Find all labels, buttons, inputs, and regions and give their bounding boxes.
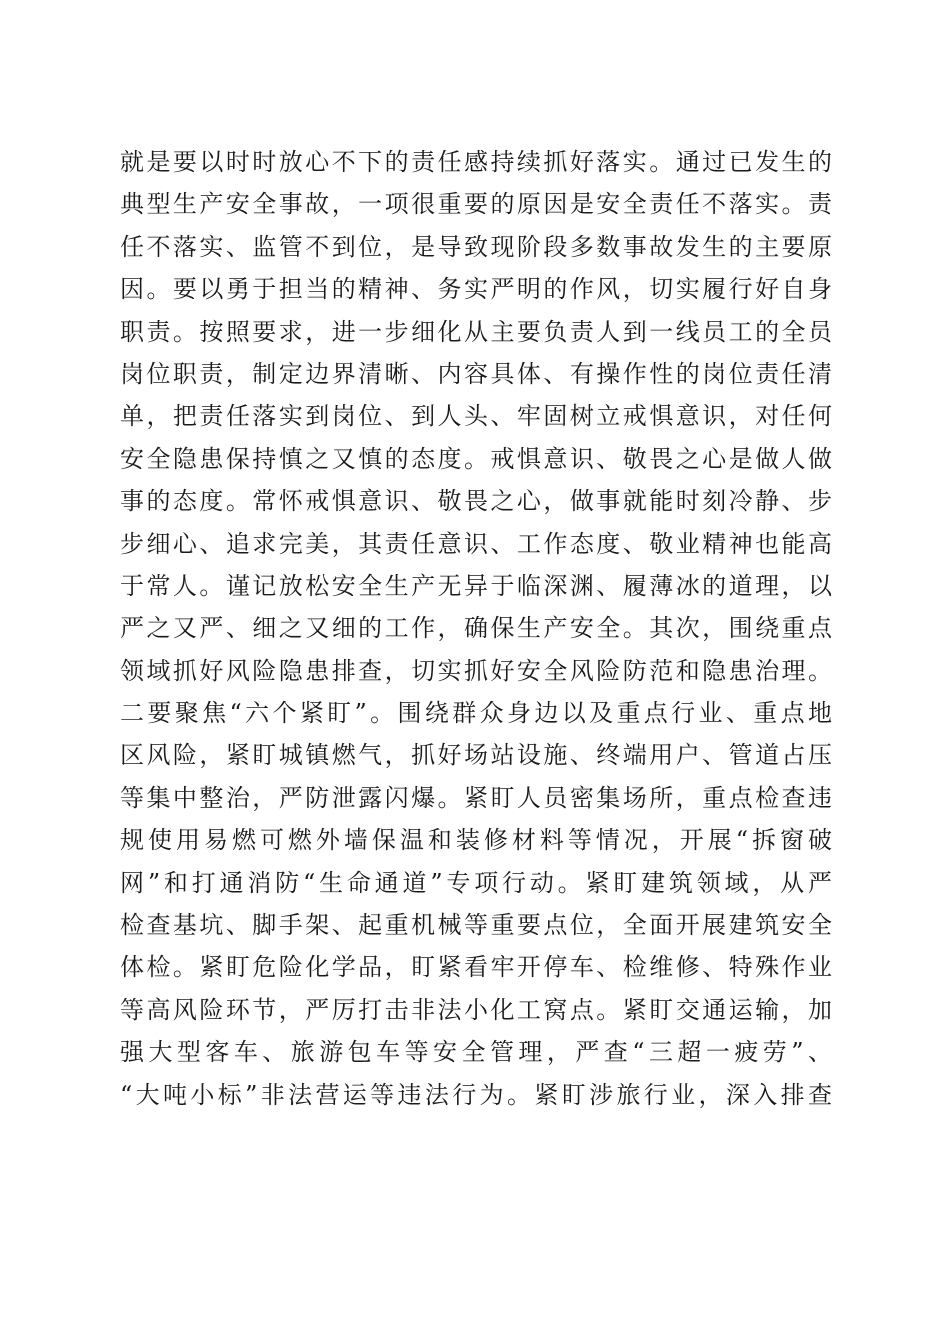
text-line: 检查基坑、脚手架、起重机械等重要点位，全面开展建筑安全 [120, 911, 832, 940]
text-line: 任不落实、监管不到位，是导致现阶段多数事故发生的主要原 [120, 232, 832, 261]
text-line: 等集中整治，严防泄露闪爆。紧盯人员密集场所，重点检查违 [120, 783, 832, 812]
text-line: 体检。紧盯危险化学品，盯紧看牢开停车、检维修、特殊作业 [120, 953, 832, 982]
text-line: 区风险，紧盯城镇燃气，抓好场站设施、终端用户、管道占压 [120, 741, 832, 770]
text-line: 因。要以勇于担当的精神、务实严明的作风，切实履行好自身 [120, 275, 832, 304]
text-line: 岗位职责，制定边界清晰、内容具体、有操作性的岗位责任清 [120, 359, 832, 388]
text-line: 二要聚焦“六个紧盯”。围绕群众身边以及重点行业、重点地 [120, 699, 832, 728]
text-line: 事的态度。常怀戒惧意识、敬畏之心，做事就能时刻冷静、步 [120, 487, 832, 516]
text-line: 等高风险环节，严厉打击非法小化工窝点。紧盯交通运输，加 [120, 995, 832, 1024]
text-line: 于常人。谨记放松安全生产无异于临深渊、履薄冰的道理，以 [120, 571, 832, 600]
text-line: 网”和打通消防“生命通道”专项行动。紧盯建筑领域，从严 [120, 868, 832, 897]
text-line: 就是要以时时放心不下的责任感持续抓好落实。通过已发生的 [120, 148, 832, 176]
text-line: 严之又严、细之又细的工作，确保生产安全。其次，围绕重点 [120, 614, 832, 643]
text-line: 领域抓好风险隐患排查，切实抓好安全风险防范和隐患治理。 [120, 656, 832, 685]
text-line: 规使用易燃可燃外墙保温和装修材料等情况，开展“拆窗破 [120, 826, 832, 855]
text-line: 步细心、追求完美，其责任意识、工作态度、敬业精神也能高 [120, 529, 832, 558]
text-line: 典型生产安全事故，一项很重要的原因是安全责任不落实。责 [120, 190, 832, 219]
text-line: “大吨小标”非法营运等违法行为。紧盯涉旅行业，深入排查 [120, 1080, 832, 1109]
text-line: 单，把责任落实到岗位、到人头、牢固树立戒惧意识，对任何 [120, 402, 832, 431]
text-line: 职责。按照要求，进一步细化从主要负责人到一线员工的全员 [120, 317, 832, 346]
text-line: 安全隐患保持慎之又慎的态度。戒惧意识、敬畏之心是做人做 [120, 444, 832, 473]
body-text [120, 141, 832, 1116]
text-line: 强大型客车、旅游包车等安全管理，严查“三超一疲劳”、 [120, 1038, 832, 1067]
